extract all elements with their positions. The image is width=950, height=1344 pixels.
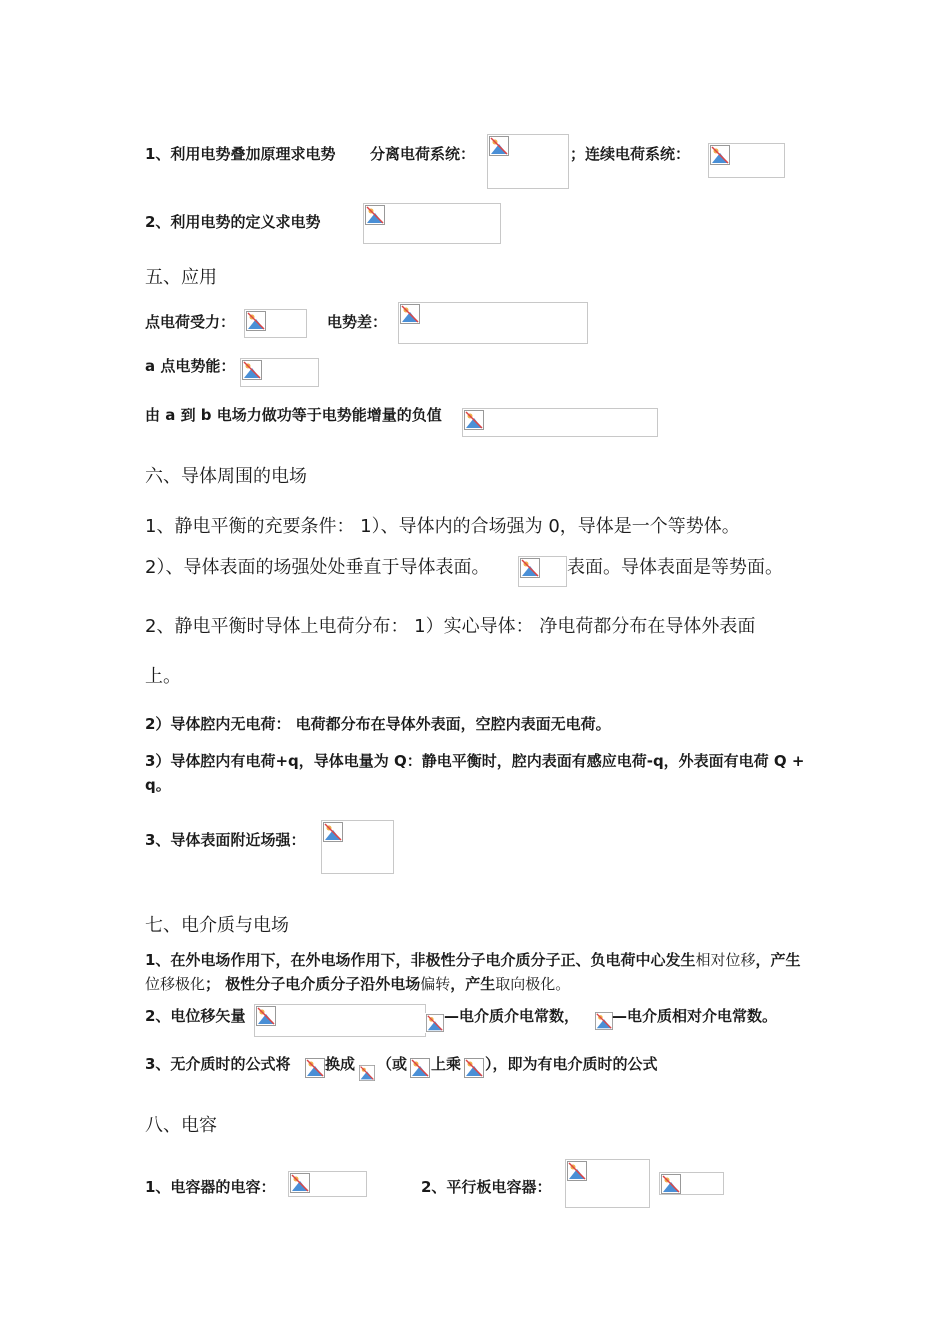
formula-image-parallel-plate xyxy=(565,1159,650,1208)
formula-image-discrete xyxy=(487,134,569,189)
potential-superposition-line xyxy=(145,143,335,164)
formula-image-eps0-b xyxy=(409,1057,431,1085)
relative-permittivity-label: —电介质相对介电常数。 xyxy=(612,1007,778,1025)
formula-image-definition xyxy=(363,203,501,244)
broken-image-icon xyxy=(242,360,262,380)
formula-image-potdiff xyxy=(398,302,588,344)
replacement-rule-e: ），即为有电介质时的公式 xyxy=(485,1055,658,1073)
polarization-paragraph xyxy=(145,948,815,996)
point-charge-force-label: 点电荷受力： xyxy=(145,313,236,331)
formula-image-epsr xyxy=(463,1057,485,1085)
broken-image-icon xyxy=(323,822,343,842)
formula-image-perpendicular xyxy=(518,556,567,587)
polarization-text-a: 1、在外电场作用下，在外电场作用下，非极性分子电介质分子正、负电荷中心发生 xyxy=(145,951,696,969)
section-heading-capacitance: 八、电容 xyxy=(145,1115,217,1136)
broken-image-icon xyxy=(410,1058,430,1078)
potential-difference-label: 电势差： xyxy=(327,313,388,331)
charge-distribution-line-end: 上。 xyxy=(145,666,181,687)
replacement-rule-c: （或 xyxy=(377,1055,408,1073)
formula-image-work xyxy=(462,408,658,437)
potential-definition-line: 2、利用电势的定义求电势 xyxy=(145,213,321,231)
broken-image-icon xyxy=(464,1058,484,1078)
section-heading-conductors: 六、导体周围的电场 xyxy=(145,466,307,487)
formula-image-epsilon-r xyxy=(594,1011,612,1033)
formula-image-force xyxy=(244,309,307,338)
polarization-text-c: ，产生 xyxy=(755,951,801,969)
work-energy-label: 由 a 到 b 电场力做功等于电势能增量的负值 xyxy=(145,406,442,424)
formula-image-eps xyxy=(358,1064,376,1082)
broken-image-icon xyxy=(567,1161,587,1181)
formula-image-surface-field xyxy=(321,820,394,874)
cavity-no-charge: 2）导体腔内无电荷： 电荷都分布在导体外表面，空腔内表面无电荷。 xyxy=(145,715,611,733)
parallel-plate-label: 2、平行板电容器： xyxy=(421,1178,552,1196)
formula-image-displacement xyxy=(254,1004,426,1037)
polarization-text-h: 取向极化。 xyxy=(495,975,571,993)
section-heading-applications: 五、应用 xyxy=(145,267,217,288)
broken-image-icon xyxy=(489,136,509,156)
broken-image-icon xyxy=(290,1173,310,1193)
formula-image-parallel-plate-2 xyxy=(659,1172,724,1195)
broken-image-icon xyxy=(400,304,420,324)
discrete-system-label: 分离电荷系统： xyxy=(370,145,476,163)
formula-image-capacitance xyxy=(288,1171,367,1197)
broken-image-icon xyxy=(426,1014,444,1032)
polarization-text-d: 位移极化 xyxy=(145,975,206,993)
formula-image-epsilon xyxy=(425,1013,444,1033)
broken-image-icon xyxy=(305,1058,325,1078)
equilibrium-condition-1: 1、静电平衡的充要条件： 1）、导体内的合场强为 0，导体是一个等势体。 xyxy=(145,516,740,537)
broken-image-icon xyxy=(710,145,730,165)
polarization-text-e: ； 极性分子电介质分子沿外电场 xyxy=(205,975,421,993)
superposition-label: 1、利用电势叠加原理求电势 xyxy=(145,145,336,163)
broken-image-icon xyxy=(595,1012,613,1030)
displacement-label: 2、电位移矢量 xyxy=(145,1007,246,1025)
broken-image-icon xyxy=(464,410,484,430)
equilibrium-condition-2a: 2）、导体表面的场强处处垂直于导体表面。 xyxy=(145,557,490,578)
broken-image-icon xyxy=(661,1174,681,1194)
polarization-text-f: 偏转 xyxy=(420,975,451,993)
broken-image-icon xyxy=(256,1006,276,1026)
polarization-text-g: ，产生 xyxy=(450,975,496,993)
surface-field-label: 3、导体表面附近场强： xyxy=(145,831,306,849)
broken-image-icon xyxy=(365,205,385,225)
formula-image-energy xyxy=(240,358,319,387)
broken-image-icon xyxy=(520,558,540,578)
charge-distribution-line: 2、静电平衡时导体上电荷分布： 1）实心导体： 净电荷都分布在导体外表面 xyxy=(145,616,756,637)
potential-energy-label: a 点电势能： xyxy=(145,357,236,375)
broken-image-icon xyxy=(359,1065,375,1081)
continuous-system-label: ；连续电荷系统： xyxy=(570,145,691,163)
replacement-rule-d: 上乘 xyxy=(431,1055,462,1073)
polarization-text-b: 相对位移 xyxy=(695,951,756,969)
section-heading-dielectrics: 七、电介质与电场 xyxy=(145,915,289,936)
replacement-rule-b: 换成 xyxy=(325,1055,356,1073)
capacitance-label: 1、电容器的电容： xyxy=(145,1178,276,1196)
replacement-rule-a: 3、无介质时的公式将 xyxy=(145,1055,291,1073)
formula-image-eps0 xyxy=(304,1057,326,1085)
cavity-with-charge: 3）导体腔内有电荷+q，导体电量为 Q：静电平衡时，腔内表面有感应电荷-q，外表面有电荷 Q + q。 xyxy=(145,752,805,794)
formula-image-continuous xyxy=(708,143,785,178)
permittivity-label: —电介质介电常数， xyxy=(444,1007,580,1025)
equilibrium-condition-2b: 表面。导体表面是等势面。 xyxy=(567,557,783,578)
broken-image-icon xyxy=(246,311,266,331)
